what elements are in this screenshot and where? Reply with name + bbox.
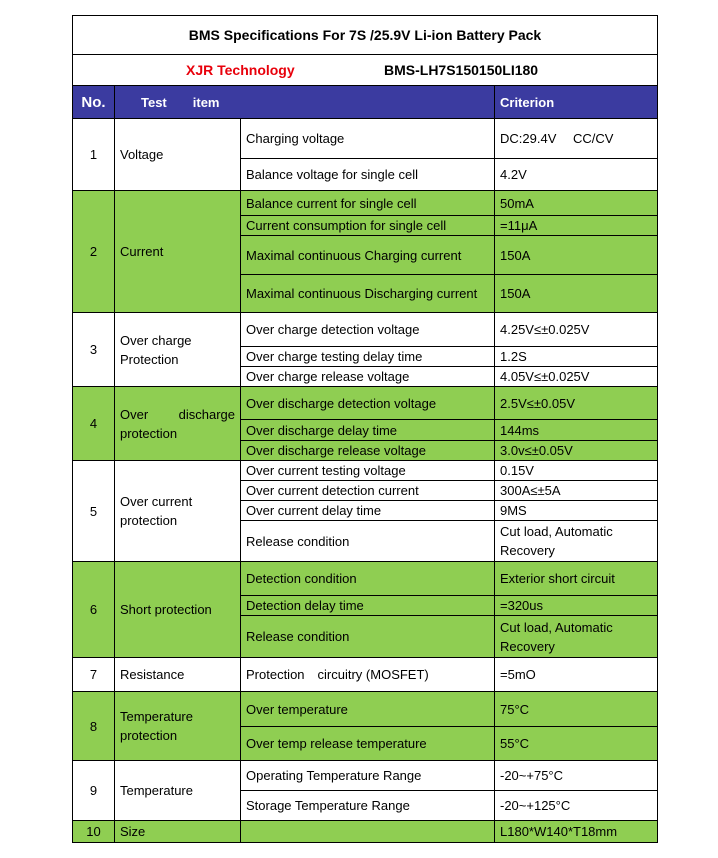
spec-table (72, 15, 658, 843)
test-name: Over temperature (241, 692, 495, 727)
brand-name: XJR Technology (186, 61, 295, 78)
test-name: Maximal continuous Discharging current (241, 275, 495, 313)
row-number: 5 (73, 461, 115, 562)
test-value: Cut load, Automatic Recovery (495, 521, 658, 562)
test-value: =320us (495, 596, 658, 616)
row-number: 8 (73, 692, 115, 761)
table-row (73, 461, 658, 481)
test-name: Over current detection current (241, 481, 495, 501)
test-name: Over charge release voltage (241, 367, 495, 387)
row-item: Over charge Protection (115, 313, 241, 387)
header-criterion: Criterion (495, 86, 658, 119)
test-name: Over current delay time (241, 501, 495, 521)
test-value: Cut load, Automatic Recovery (495, 616, 658, 658)
test-name: Release condition (241, 616, 495, 658)
row-item: Over current protection (115, 461, 241, 562)
test-value: DC:29.4V CC/CV (495, 119, 658, 159)
test-name: Balance voltage for single cell (241, 159, 495, 191)
header-row (73, 86, 658, 119)
test-name: Charging voltage (241, 119, 495, 159)
test-name: Over temp release temperature (241, 727, 495, 761)
test-value: 50mA (495, 191, 658, 216)
test-value: 9MS (495, 501, 658, 521)
table-row (73, 562, 658, 596)
row-number: 9 (73, 761, 115, 821)
row-number: 4 (73, 387, 115, 461)
row-item: Over discharge protection (115, 387, 241, 461)
page-title: BMS Specifications For 7S /25.9V Li-ion Battery Pack (73, 16, 658, 55)
table-row (73, 119, 658, 159)
table-row (73, 692, 658, 727)
test-name: Balance current for single cell (241, 191, 495, 216)
brand-row (73, 55, 658, 86)
row-number: 1 (73, 119, 115, 191)
test-name: Over charge testing delay time (241, 347, 495, 367)
table-row (73, 658, 658, 692)
test-name: Over charge detection voltage (241, 313, 495, 347)
test-value: 150A (495, 275, 658, 313)
test-value: 1.2S (495, 347, 658, 367)
row-item: Voltage (115, 119, 241, 191)
row-number: 2 (73, 191, 115, 313)
row-item: Temperature (115, 761, 241, 821)
test-name: Detection delay time (241, 596, 495, 616)
row-item: Current (115, 191, 241, 313)
row-item: Resistance (115, 658, 241, 692)
test-value: Exterior short circuit (495, 562, 658, 596)
test-value: =5mO (495, 658, 658, 692)
test-value: 55°C (495, 727, 658, 761)
test-value: 0.15V (495, 461, 658, 481)
test-value: 4.2V (495, 159, 658, 191)
test-value: 2.5V≤±0.05V (495, 387, 658, 420)
test-value: -20~+75°C (495, 761, 658, 791)
test-value: 150A (495, 236, 658, 275)
test-value: 75°C (495, 692, 658, 727)
row-number: 7 (73, 658, 115, 692)
test-name: Protection circuitry (MOSFET) (241, 658, 495, 692)
test-name: Maximal continuous Charging current (241, 236, 495, 275)
test-value: 4.05V≤±0.025V (495, 367, 658, 387)
test-name (241, 821, 495, 843)
test-name: Over discharge release voltage (241, 441, 495, 461)
test-name: Over discharge delay time (241, 420, 495, 441)
header-test-item: Test item (115, 86, 495, 119)
row-item: Short protection (115, 562, 241, 658)
table-row (73, 191, 658, 216)
test-value: 300A≤±5A (495, 481, 658, 501)
test-name: Storage Temperature Range (241, 791, 495, 821)
test-value: L180*W140*T18mm (495, 821, 658, 843)
model-number: BMS-LH7S150150LI180 (384, 61, 539, 78)
test-value: =11μA (495, 216, 658, 236)
table-row (73, 387, 658, 420)
row-item: Size (115, 821, 241, 843)
table-row (73, 313, 658, 347)
row-item: Temperature protection (115, 692, 241, 761)
row-number: 3 (73, 313, 115, 387)
test-name: Operating Temperature Range (241, 761, 495, 791)
row-number: 6 (73, 562, 115, 658)
test-value: 3.0v≤±0.05V (495, 441, 658, 461)
test-value: -20~+125°C (495, 791, 658, 821)
test-name: Over discharge detection voltage (241, 387, 495, 420)
test-value: 144ms (495, 420, 658, 441)
test-name: Release condition (241, 521, 495, 562)
table-row (73, 761, 658, 791)
test-name: Detection condition (241, 562, 495, 596)
test-name: Current consumption for single cell (241, 216, 495, 236)
test-name: Over current testing voltage (241, 461, 495, 481)
test-value: 4.25V≤±0.025V (495, 313, 658, 347)
row-number: 10 (73, 821, 115, 843)
header-no: No. (73, 86, 115, 119)
table-row (73, 821, 658, 843)
